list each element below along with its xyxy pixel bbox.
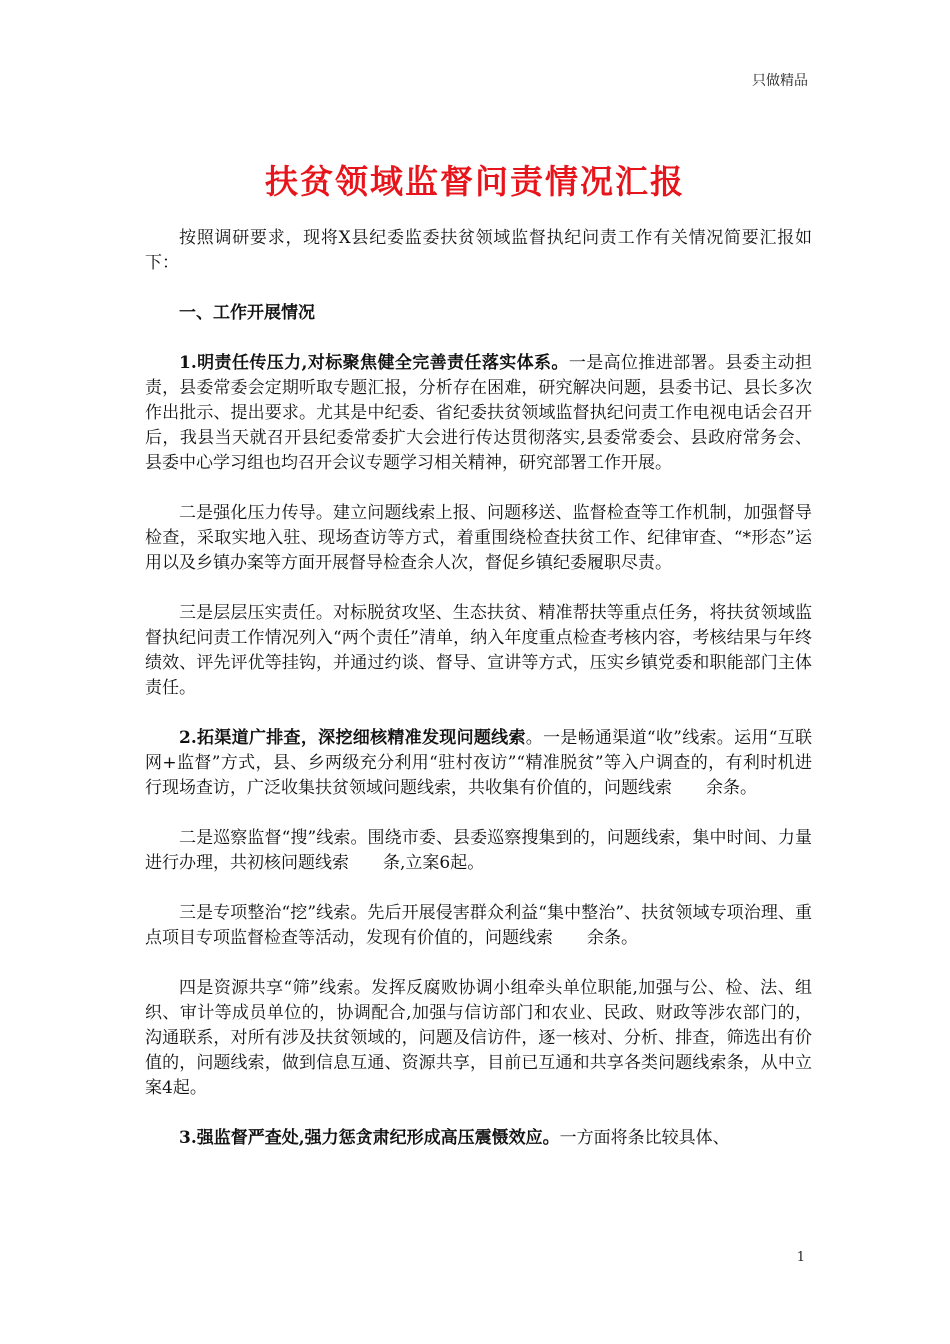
paragraph-4 (145, 726, 812, 801)
paragraph-3: 三是层层压实责任。对标脱贫攻坚、生态扶贫、精准帮扶等重点任务，将扶贫领域监督执纪问责工作情况列入“两个责任”清单，纳入年度重点检查考核内容，考核结果与年终绩效、评先评优等挂钩，并通过约谈、督导、宣讲等方式，压实乡镇党委和职能部门主体责任。 (145, 603, 812, 698)
paragraph-1-lead: 1.明责任传压力,对标聚焦健全完善责任落实体系。 (179, 353, 569, 373)
paragraph-7: 四是资源共享“筛”线索。发挥反腐败协调小组牵头单位职能,加强与公、检、法、组织、审计等成员单位的，协调配合,加强与信访部门和农业、民政、财政等涉农部门的，沟通联系，对所有涉及扶贫领域的，问题及信访件，逐一核对、分析、排查，筛选出有价值的，问题线索，做到信息互通、资源共享，目前已互通和共享各类问题线索条，从中立案4起。 (145, 978, 812, 1098)
document-body (145, 226, 812, 1176)
paragraph-5: 二是巡察监督“搜”线索。围绕市委、县委巡察搜集到的，问题线索，集中时间、力量进行办理，共初核问题线索 条,立案6起。 (145, 828, 812, 873)
header-note: 只做精品 (752, 73, 808, 89)
intro-paragraph: 按照调研要求，现将X县纪委监委扶贫领域监督执纪问责工作有关情况简要汇报如下： (145, 228, 812, 273)
paragraph-4-lead: 2.拓渠道广排查，深挖细核精准发现问题线索 (179, 728, 526, 748)
paragraph-6: 三是专项整治“挖”线索。先后开展侵害群众利益“集中整治”、扶贫领域专项治理、重点项目专项监督检查等活动，发现有价值的，问题线索 余条。 (145, 903, 812, 948)
paragraph-8 (145, 1126, 812, 1151)
paragraph-8-lead: 3.强监督严查处,强力惩贪肃纪形成高压震慑效应。 (179, 1128, 560, 1148)
section-heading: 一、工作开展情况 (179, 303, 315, 323)
paragraph-2: 二是强化压力传导。建立问题线索上报、问题移送、监督检查等工作机制，加强督导检查，采取实地入驻、现场查访等方式，着重围绕检查扶贫工作、纪律审查、“*形态”运用以及乡镇办案等方面开展督导检查余人次，督促乡镇纪委履职尽责。 (145, 503, 812, 573)
paragraph-8-body: 一方面将条比较具体、 (559, 1128, 730, 1148)
document-title: 扶贫领域监督问责情况汇报 (265, 162, 685, 201)
page-number: 1 (796, 1250, 805, 1265)
paragraph-1-body: 一是高位推进部署。县委主动担责，县委常委会定期听取专题汇报，分析存在困难，研究解决问题，县委书记、县长多次作出批示、提出要求。尤其是中纪委、省纪委扶贫领域监督执纪问责工作电视电话会召开后，我县当天就召开县纪委常委扩大会进行传达贯彻落实,县委常委会、县政府常务会、县委中心学习组也均召开会议专题学习相关精神，研究部署工作开展。 (145, 353, 813, 473)
paragraph-1 (145, 351, 812, 476)
paragraph-4-body: 。一是畅通渠道“收”线索。运用“互联网+监督”方式，县、乡两级充分利用“驻村夜访”“精准脱贫”等入户调查的，有利时机进行现场查访，广泛收集扶贫领域问题线索，共收集有价值的，问题线索 余条。 (145, 728, 813, 798)
